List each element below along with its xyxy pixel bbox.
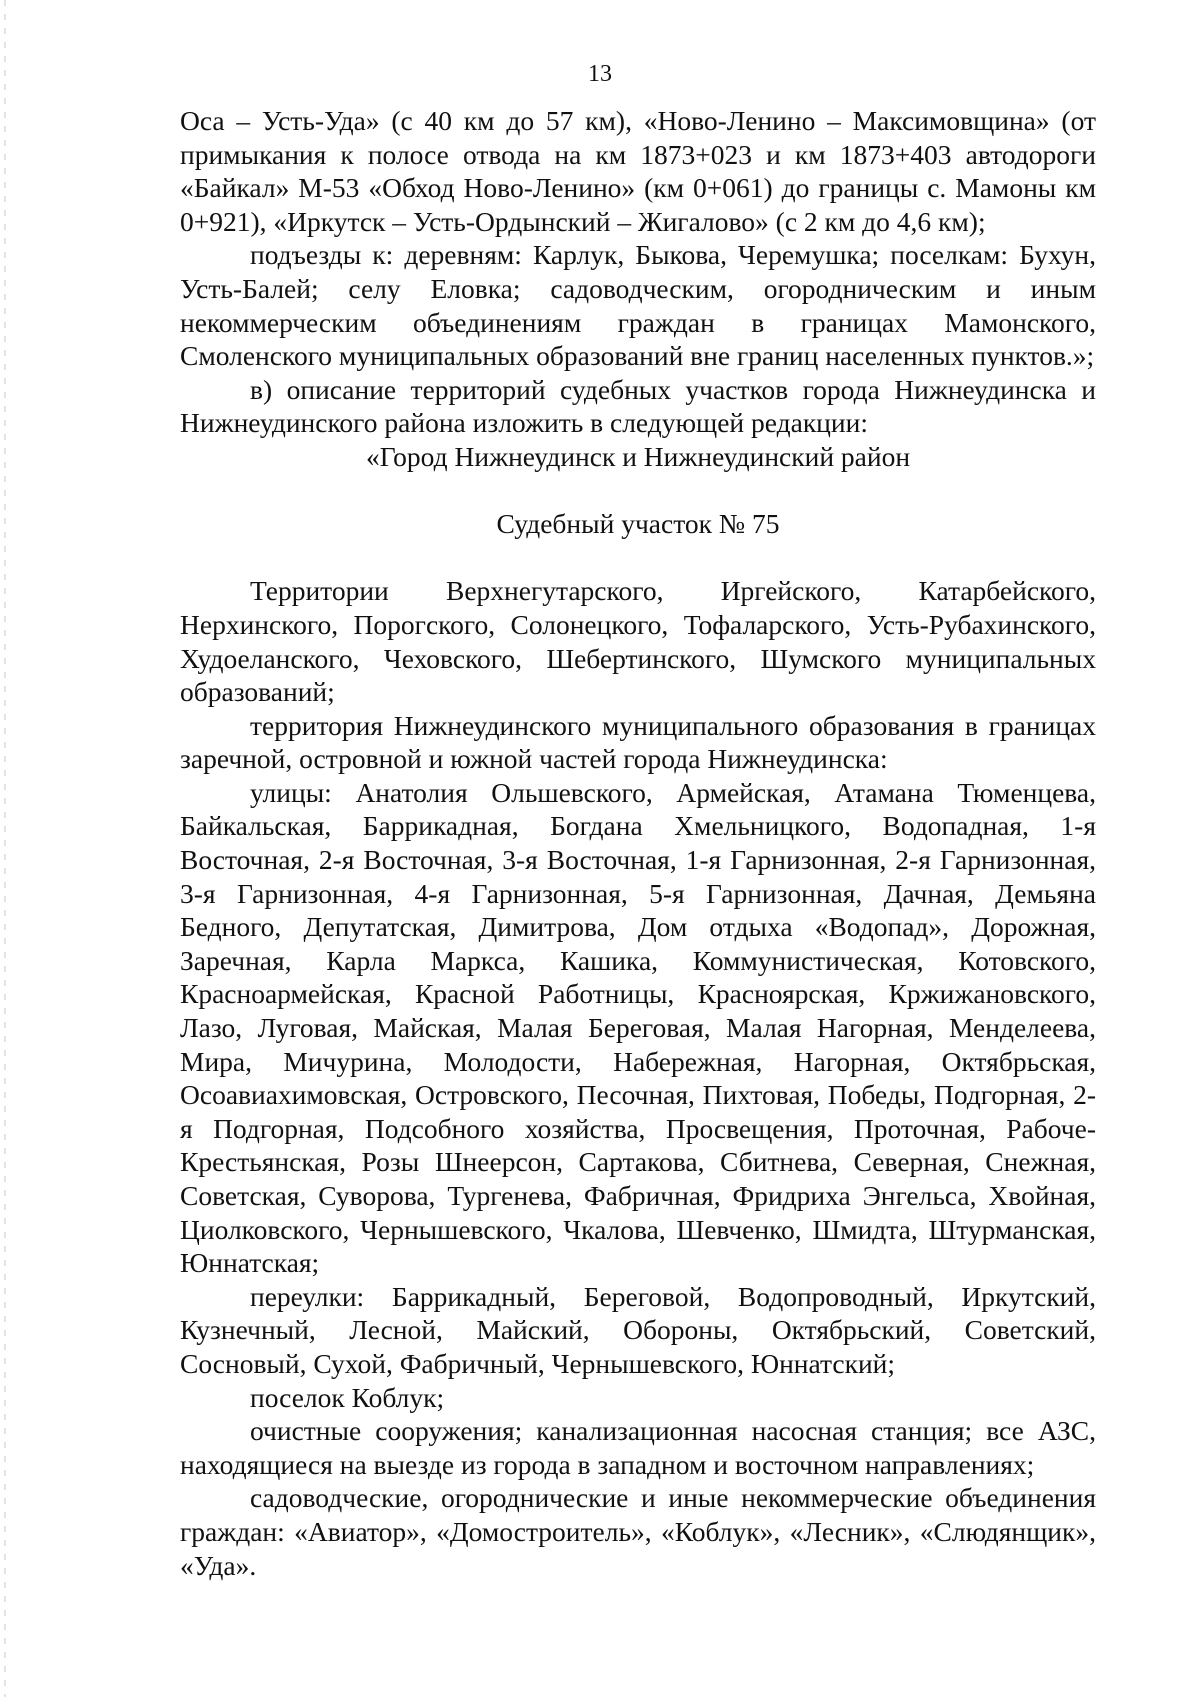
paragraph-gardening-associations: садоводческие, огороднические и иные некоммерческие объединения граждан: «Авиатор», «Домостроитель», «Коблук», «Лесник», «Слюдянщик», «Уда». <box>180 1482 1096 1581</box>
scan-edge-artifact <box>4 0 6 1697</box>
paragraph-approaches: подъезды к: деревням: Карлук, Быкова, Черемушка; поселкам: Бухун, Усть-Балей; селу Еловка; садоводческим, огородническим и иным некоммерческим объединениям граждан в границах Мамонского, Смоленского муниципальных образований вне границ населенных пунктов.»; <box>180 239 1096 372</box>
paragraph-amendment-v: в) описание территорий судебных участков города Нижнеудинска и Нижнеудинского района изложить в следующей редакции: <box>180 373 1096 439</box>
paragraph-streets: улицы: Анатолия Ольшевского, Армейская, Атамана Тюменцева, Байкальская, Баррикадная, Богдана Хмельницкого, Водопадная, 1-я Восточная, 2-я Восточная, 3-я Восточная, 1-я Гарнизонная, 2-я Гарнизонная, 3-я Гарнизонная, 4-я Гарнизонная, 5-я Гарнизонная, Дачная, Демьяна Бедного, Депутатская, Димитрова, Дом отдыха «Водопад», Дорожная, Заречная, Карла Маркса, Кашика, Коммунистическая, Котовского, Красноармейская, Красной Работницы, Красноярская, Кржижановского, Лазо, Луговая, Майская, Малая Береговая, Малая Нагорная, Менделеева, Мира, Мичурина, Молодости, Набережная, Нагорная, Октябрьская, Осоавиахимовская, Островского, Песочная, Пихтовая, Победы, Подгорная, 2-я Подгорная, Подсобного хозяйства, Просвещения, Проточная, Рабоче-Крестьянская, Розы Шнеерсон, Сартакова, Сбитнева, Северная, Снежная, Советская, Суворова, Тургенева, Фабричная, Фридриха Энгельса, Хвойная, Циолковского, Чернышевского, Чкалова, Шевченко, Шмидта, Штурманская, Юннатская; <box>180 776 1096 1279</box>
paragraph-municipal-territory: территория Нижнеудинского муниципального образования в границах заречной, островной и южной частей города Нижнеудинска: <box>180 709 1096 775</box>
section-heading-city: «Город Нижнеудинск и Нижнеудинский район <box>365 440 911 472</box>
paragraph-roads-continuation: Оса – Усть-Уда» (с 40 км до 57 км), «Ново-Ленино – Максимовщина» (от примыкания к полосе отвода на км 1873+023 и км 1873+403 автодороги «Байкал» М-53 «Обход Ново-Ленино» (км 0+061) до границы с. Мамоны км 0+921), «Иркутск – Усть-Ордынский – Жигалово» (с 2 км до 4,6 км); <box>180 105 1096 237</box>
paragraph-territories: Территории Верхнегутарского, Иргейского, Катарбейского, Нерхинского, Порогского, Солонецкого, Тофаларского, Усть-Рубахинского, Худоеланского, Чеховского, Шебертинского, Шумского муниципальных образований; <box>180 575 1096 708</box>
paragraph-settlement: поселок Коблук; <box>250 1381 445 1413</box>
paragraph-facilities: очистные сооружения; канализационная насосная станция; все АЗС, находящиеся на выезде из города в западном и восточном направлениях; <box>180 1415 1096 1480</box>
section-heading-court-district: Судебный участок № 75 <box>496 508 780 540</box>
paragraph-lanes: переулки: Баррикадный, Береговой, Водопроводный, Иркутский, Кузнечный, Лесной, Майский, Обороны, Октябрьский, Советский, Сосновый, Сухой, Фабричный, Чернышевского, Юннатский; <box>180 1280 1096 1379</box>
page-number: 13 <box>588 61 612 87</box>
document-body <box>180 104 1096 1582</box>
